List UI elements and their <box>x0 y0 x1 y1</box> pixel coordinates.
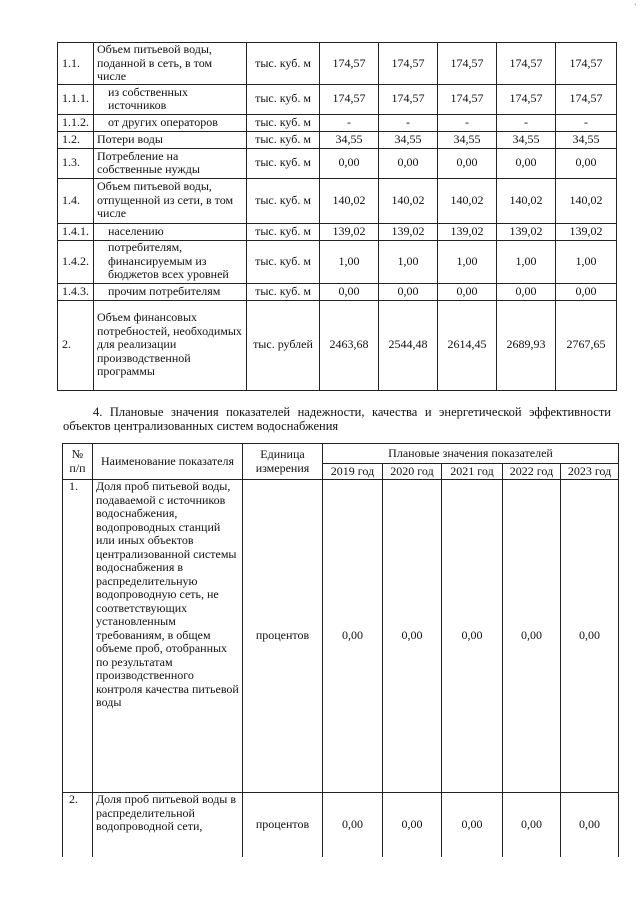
row-name: Объем питьевой воды, поданной в сеть, в том числе <box>94 43 247 85</box>
row-value: - <box>556 114 617 131</box>
row-name: из собственных источников <box>94 84 247 114</box>
row-unit: тыс. куб. м <box>247 178 320 223</box>
row-name: прочим потребителям <box>94 283 247 300</box>
row-value: 0,00 <box>442 480 503 793</box>
row-value: - <box>438 114 497 131</box>
corner-mark: ' <box>634 2 636 12</box>
row-unit: тыс. куб. м <box>247 84 320 114</box>
row-code: 1.4.1. <box>58 223 94 240</box>
row-value: 140,02 <box>556 178 617 223</box>
table-row <box>58 114 617 131</box>
row-value: 174,57 <box>556 43 617 85</box>
row-code: 1.4.2. <box>58 240 94 283</box>
row-value: 1,00 <box>438 240 497 283</box>
row-value: 174,57 <box>556 84 617 114</box>
table-row <box>58 178 617 223</box>
row-code: 1.1.1. <box>58 84 94 114</box>
row-value: 34,55 <box>320 131 379 148</box>
row-value: 174,57 <box>438 43 497 85</box>
header-planned-values: Плановые значения показателей <box>323 444 619 464</box>
row-value: 0,00 <box>503 480 561 793</box>
row-value: 0,00 <box>379 283 438 300</box>
table-row <box>58 283 617 300</box>
row-code: 1.1.2. <box>58 114 94 131</box>
row-value: 0,00 <box>323 793 383 857</box>
indicators-table <box>62 443 619 857</box>
header-year: 2021 год <box>442 464 503 480</box>
row-value: 0,00 <box>323 480 383 793</box>
row-value: 139,02 <box>379 223 438 240</box>
row-value: 0,00 <box>497 148 556 178</box>
row-name: Объем финансовых потребностей, необходимых для реализации производственной программы <box>94 300 247 390</box>
row-unit: тыс. куб. м <box>247 131 320 148</box>
row-name: от других операторов <box>94 114 247 131</box>
row-value: 174,57 <box>497 43 556 85</box>
row-name: Доля проб питьевой воды в распределительной водопроводной сети, <box>93 793 243 857</box>
row-code: 2. <box>58 300 94 390</box>
row-value: 2689,93 <box>497 300 556 390</box>
row-value: 0,00 <box>556 283 617 300</box>
row-name: Потребление на собственные нужды <box>94 148 247 178</box>
row-value: 0,00 <box>561 480 619 793</box>
row-value: 174,57 <box>438 84 497 114</box>
row-value: 174,57 <box>379 43 438 85</box>
header-no: № п/п <box>63 444 93 480</box>
row-value: 140,02 <box>379 178 438 223</box>
row-value: - <box>379 114 438 131</box>
table-row <box>58 240 617 283</box>
row-value: 0,00 <box>320 148 379 178</box>
row-value: 0,00 <box>561 793 619 857</box>
row-value: 139,02 <box>497 223 556 240</box>
row-value: 0,00 <box>383 793 442 857</box>
header-name: Наименование показателя <box>93 444 243 480</box>
row-number: 2. <box>63 793 93 857</box>
row-value: 34,55 <box>438 131 497 148</box>
table-row <box>58 223 617 240</box>
row-value: 174,57 <box>320 84 379 114</box>
table-row <box>58 131 617 148</box>
row-value: 0,00 <box>438 283 497 300</box>
header-year: 2023 год <box>561 464 619 480</box>
production-volumes-table <box>57 42 617 391</box>
row-value: 2614,45 <box>438 300 497 390</box>
row-unit: тыс. куб. м <box>247 114 320 131</box>
table-row <box>58 84 617 114</box>
row-value: 174,57 <box>379 84 438 114</box>
table-row <box>63 480 619 793</box>
row-value: 1,00 <box>320 240 379 283</box>
row-name: населению <box>94 223 247 240</box>
row-value: 34,55 <box>556 131 617 148</box>
row-value: 0,00 <box>497 283 556 300</box>
row-value: 34,55 <box>497 131 556 148</box>
row-unit: тыс. куб. м <box>247 240 320 283</box>
row-unit: тыс. рублей <box>247 300 320 390</box>
row-name: Доля проб питьевой воды, подаваемой с источников водоснабжения, водопроводных станций или иных объектов централизованной системы водоснабжения в распределительную водопроводную сеть, не соответствующих установленным требованиям, в общем объеме проб, отобранных по результатам производственного контроля качества питьевой воды <box>93 480 243 793</box>
header-year: 2020 год <box>383 464 442 480</box>
row-value: 0,00 <box>320 283 379 300</box>
row-value: 139,02 <box>556 223 617 240</box>
row-value: - <box>497 114 556 131</box>
row-name: потребителям, финансируемым из бюджетов всех уровней <box>94 240 247 283</box>
row-value: 2544,48 <box>379 300 438 390</box>
header-unit: Единица измерения <box>243 444 323 480</box>
row-value: 174,57 <box>320 43 379 85</box>
table-row <box>58 148 617 178</box>
row-value: 34,55 <box>379 131 438 148</box>
row-value: 140,02 <box>497 178 556 223</box>
row-unit: процентов <box>243 793 323 857</box>
row-value: 2463,68 <box>320 300 379 390</box>
row-value: 139,02 <box>320 223 379 240</box>
table-row <box>58 43 617 85</box>
row-code: 1.1. <box>58 43 94 85</box>
table-row <box>63 793 619 857</box>
row-value: 2767,65 <box>556 300 617 390</box>
row-value: 140,02 <box>320 178 379 223</box>
row-unit: процентов <box>243 480 323 793</box>
row-value: 0,00 <box>442 793 503 857</box>
row-code: 1.2. <box>58 131 94 148</box>
row-unit: тыс. куб. м <box>247 223 320 240</box>
row-value: 0,00 <box>438 148 497 178</box>
row-value: 0,00 <box>379 148 438 178</box>
row-value: 0,00 <box>383 480 442 793</box>
row-value: 0,00 <box>503 793 561 857</box>
row-name: Объем питьевой воды, отпущенной из сети, в том числе <box>94 178 247 223</box>
row-value: 0,00 <box>556 148 617 178</box>
row-value: 174,57 <box>497 84 556 114</box>
row-value: 139,02 <box>438 223 497 240</box>
header-year: 2022 год <box>503 464 561 480</box>
row-code: 1.4. <box>58 178 94 223</box>
row-value: 1,00 <box>556 240 617 283</box>
row-number: 1. <box>63 480 93 793</box>
row-unit: тыс. куб. м <box>247 43 320 85</box>
row-code: 1.4.3. <box>58 283 94 300</box>
row-value: 140,02 <box>438 178 497 223</box>
table-row <box>58 300 617 390</box>
header-year: 2019 год <box>323 464 383 480</box>
row-unit: тыс. куб. м <box>247 283 320 300</box>
row-unit: тыс. куб. м <box>247 148 320 178</box>
row-value: 1,00 <box>497 240 556 283</box>
row-value: - <box>320 114 379 131</box>
row-name: Потери воды <box>94 131 247 148</box>
row-code: 1.3. <box>58 148 94 178</box>
row-value: 1,00 <box>379 240 438 283</box>
section-4-heading: 4. Плановые значения показателей надежности, качества и энергетической эффективности объектов централизованных систем водоснабжения <box>63 405 611 433</box>
